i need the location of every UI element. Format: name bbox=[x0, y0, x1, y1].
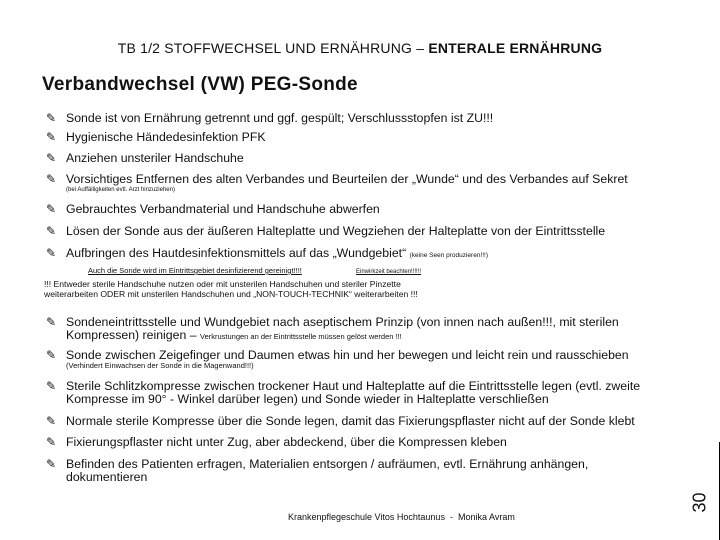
page-number: 30 bbox=[689, 492, 710, 513]
list-item-underlined-note: Einwirkzeit beachten!!!!!! bbox=[356, 269, 422, 275]
list-item-line2: dokumentieren bbox=[66, 470, 148, 484]
pencil-bullet-icon: ✎ bbox=[46, 379, 57, 393]
pencil-bullet-icon: ✎ bbox=[46, 172, 57, 186]
pencil-bullet-icon: ✎ bbox=[46, 151, 57, 165]
slide-title: Verbandwechsel (VW) PEG-Sonde bbox=[42, 74, 358, 95]
pencil-bullet-icon: ✎ bbox=[46, 202, 57, 216]
list-item-text: Sondeneintrittsstelle und Wundgebiet nach aseptischem Prinzip (von innen nach außen!!!, mit sterilen bbox=[66, 315, 619, 329]
list-item-small-note: (keine Seen produzieren!!!) bbox=[409, 252, 489, 259]
header-accent: ENTERALE ERNÄHRUNG bbox=[428, 40, 603, 56]
list-item-line2-main: Kompressen) reinigen – bbox=[66, 328, 200, 342]
list-item-subnote: (Verhindert Einwachsen der Sonde in die Magenwand!!!) bbox=[66, 361, 254, 370]
list-item-text: Gebrauchtes Verbandmaterial und Handschuhe abwerfen bbox=[66, 202, 380, 216]
warning-note: !!! Entweder sterile Handschuhe nutzen oder mit unsterilen Handschuhen und steriler Pinzette weiterarbeiten ODER mit unsterilen Handschuhen und „NON-TOUCH-TECHNIK“ weiterarbeiten !!! bbox=[44, 279, 418, 299]
list-item-text: Hygienische Händedesinfektion PFK bbox=[66, 130, 266, 144]
pencil-bullet-icon: ✎ bbox=[46, 111, 57, 125]
footer-author: Monika Avram bbox=[457, 512, 515, 522]
list-item-text: Anziehen unsteriler Handschuhe bbox=[66, 151, 244, 165]
pencil-bullet-icon: ✎ bbox=[46, 130, 57, 144]
slide-footer bbox=[288, 512, 515, 522]
list-item-text bbox=[66, 247, 686, 262]
header-prefix: TB 1/2 STOFFWECHSEL UND ERNÄHRUNG – bbox=[117, 40, 429, 56]
list-item-line2 bbox=[66, 329, 686, 343]
list-item-text: Sterile Schlitzkompresse zwischen trockener Haut und Halteplatte auf die Eintrittsstelle legen (evtl. zweite bbox=[66, 379, 641, 393]
pencil-bullet-icon: ✎ bbox=[46, 224, 57, 238]
pencil-bullet-icon: ✎ bbox=[46, 435, 57, 449]
list-item-text: Sonde ist von Ernährung getrennt und ggf. gespült; Verschlussstopfen ist ZU!!! bbox=[66, 111, 494, 125]
list-item-text: Vorsichtiges Entfernen des alten Verbandes und Beurteilen der „Wunde“ und des Verbandes auf Sekret bbox=[66, 172, 628, 186]
footer-school: Krankenpflegeschule Vitos Hochtaunus bbox=[288, 512, 445, 522]
list-item-text: Befinden des Patienten erfragen, Materialien entsorgen / aufräumen, evtl. Ernährung anhängen, bbox=[66, 457, 589, 471]
list-item-line2: Kompresse im 90° - Winkel darüber legen) und Sonde wieder in Halteplatte verschließen bbox=[66, 392, 549, 406]
list-item-text: Normale sterile Kompresse über die Sonde legen, damit das Fixierungspflaster nicht auf der Sonde klebt bbox=[66, 414, 635, 428]
pencil-bullet-icon: ✎ bbox=[46, 246, 57, 260]
list-item-underlined-note: Auch die Sonde wird im Eintrittsgebiet desinfizierend gereinigt!!!! bbox=[88, 266, 302, 275]
pencil-bullet-icon: ✎ bbox=[46, 348, 57, 362]
slide-header bbox=[0, 40, 720, 56]
list-item-text: Sonde zwischen Zeigefinger und Daumen etwas hin und her bewegen und leicht rein und rausschieben bbox=[66, 348, 629, 362]
footer-separator: - bbox=[449, 512, 453, 522]
list-item-line2-small: Verkrustungen an der Eintrittsstelle müssen gelöst werden !!! bbox=[199, 332, 402, 341]
pencil-bullet-icon: ✎ bbox=[46, 414, 57, 428]
list-item-text: Lösen der Sonde aus der äußeren Halteplatte und Wegziehen der Halteplatte von der Eintrittsstelle bbox=[66, 224, 606, 238]
list-item-main: Aufbringen des Hautdesinfektionsmittels auf das „Wundgebiet“ bbox=[66, 246, 407, 260]
pencil-bullet-icon: ✎ bbox=[46, 315, 57, 329]
list-item-text: Fixierungspflaster nicht unter Zug, aber abdeckend, über die Kompressen kleben bbox=[66, 435, 507, 449]
list-item-subnote: (bei Auffälligkeiten evtl. Arzt hinzuziehen) bbox=[66, 187, 175, 193]
pencil-bullet-icon: ✎ bbox=[46, 457, 57, 471]
